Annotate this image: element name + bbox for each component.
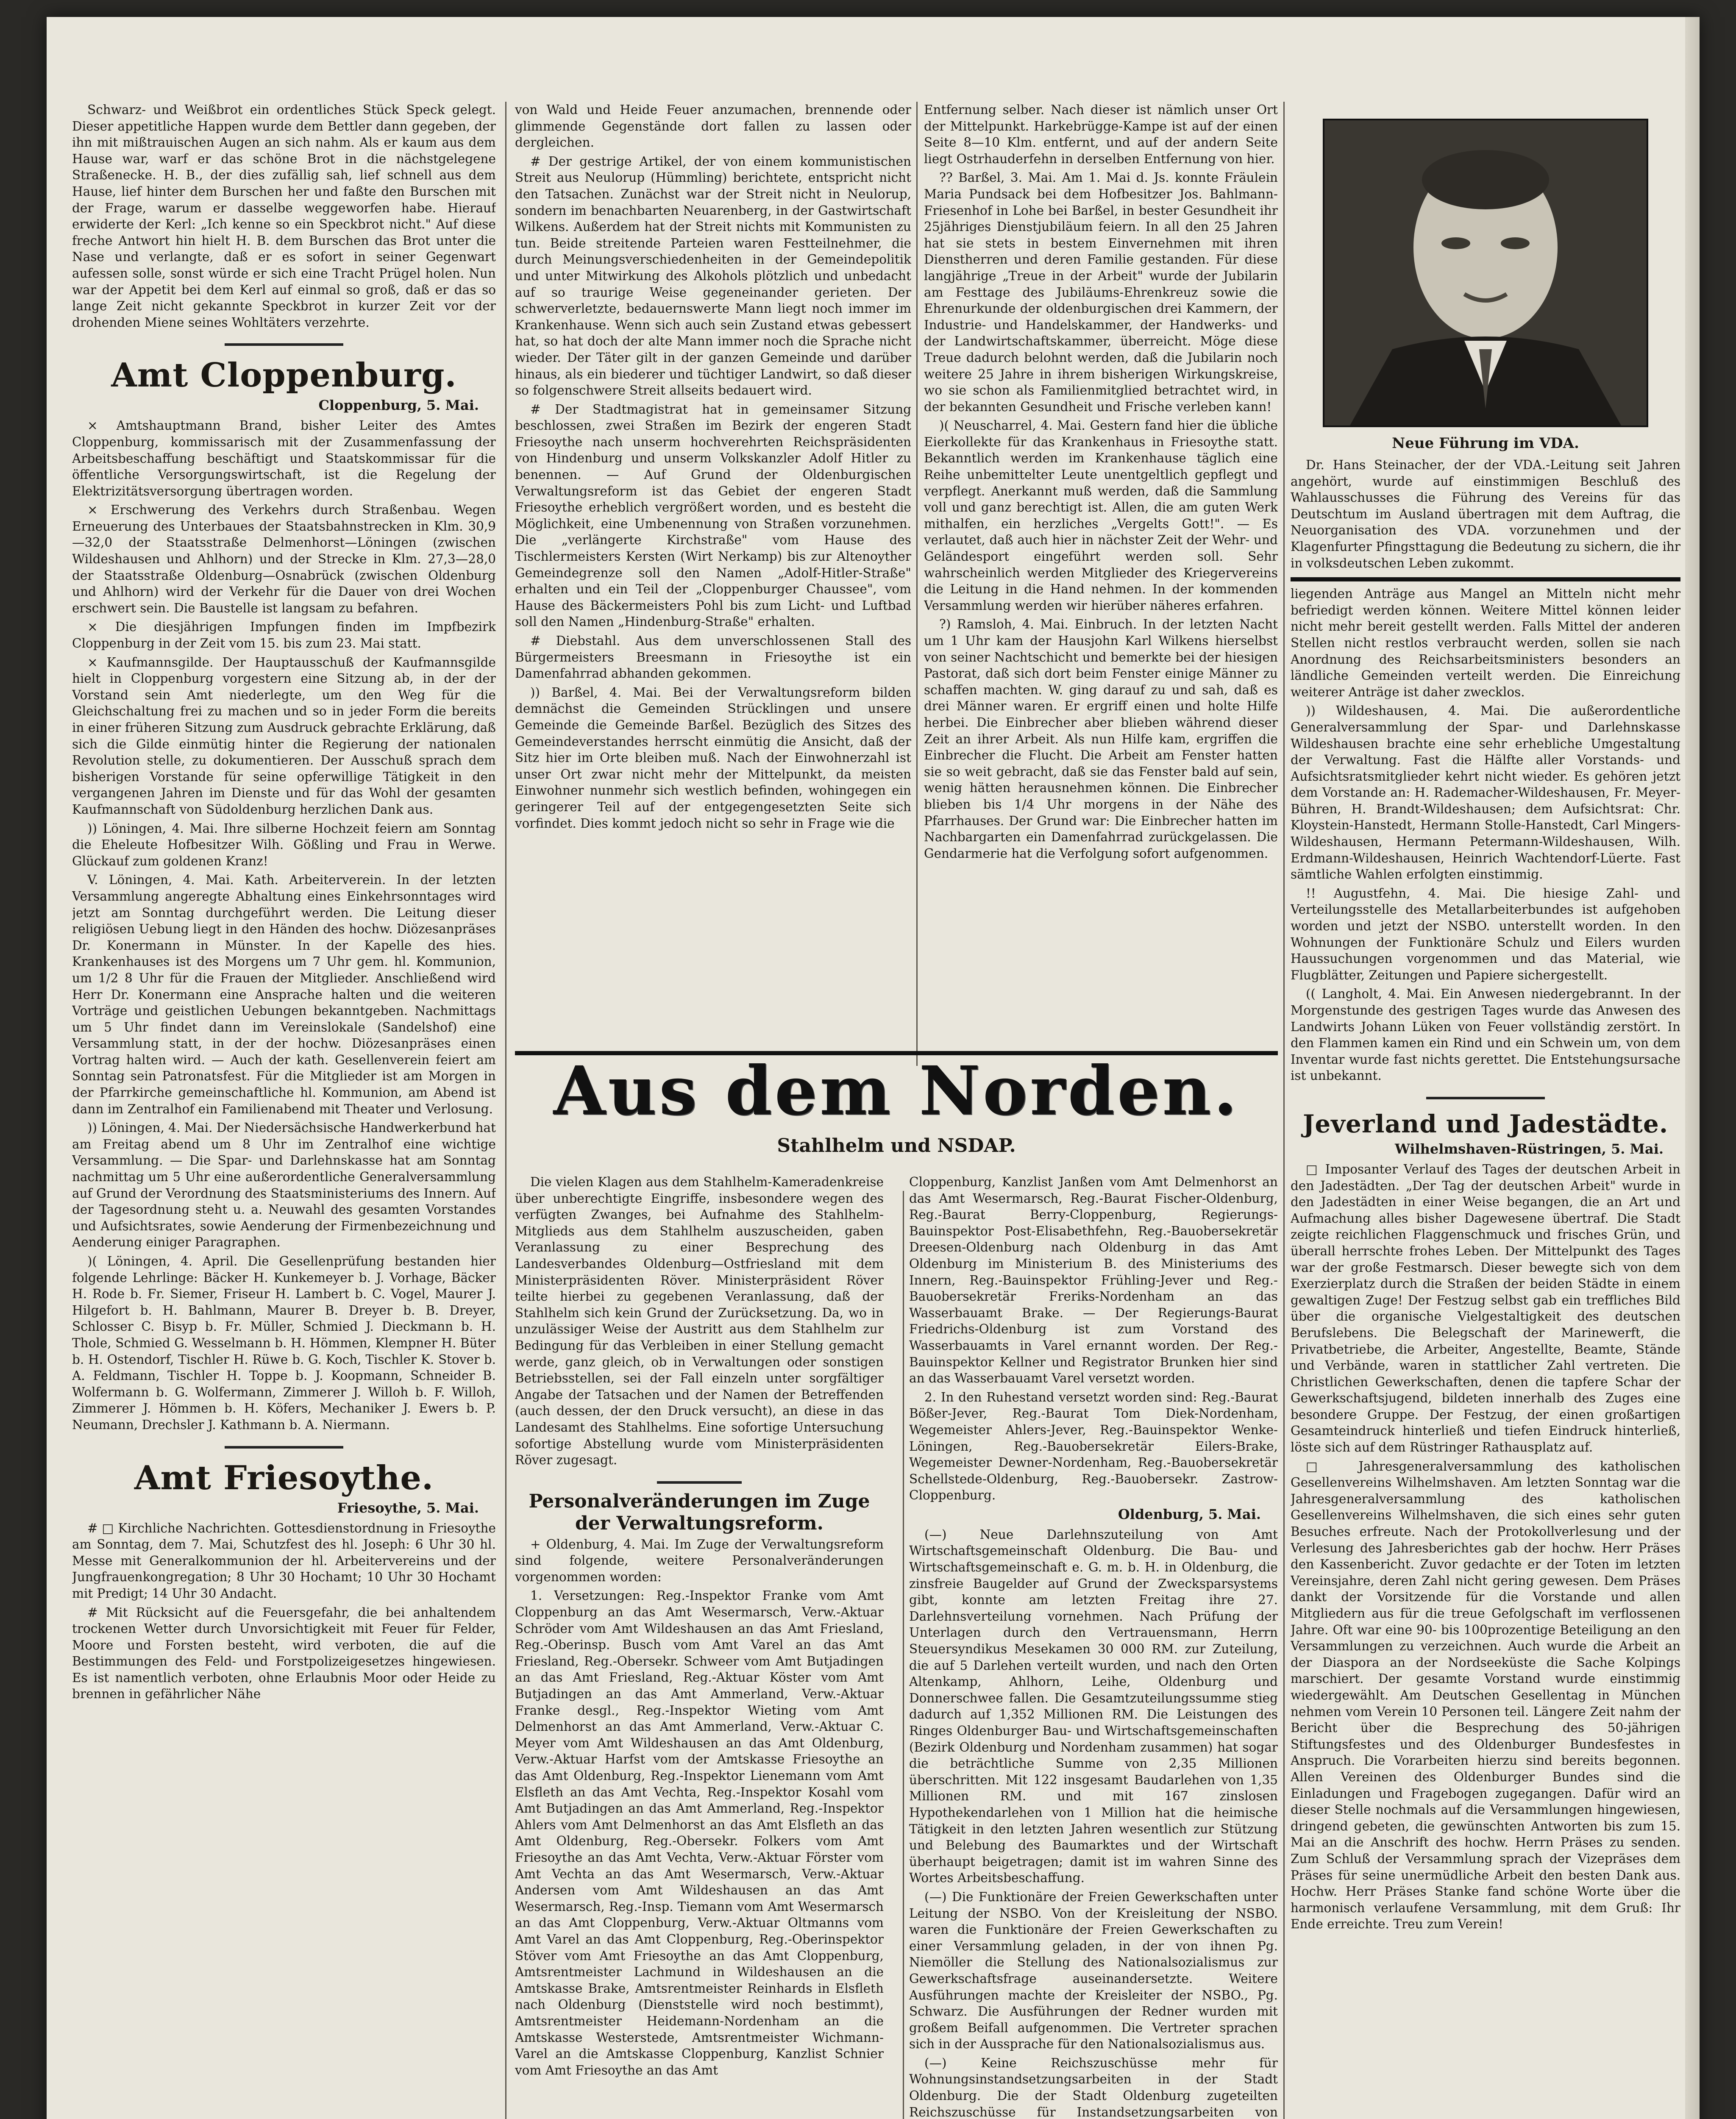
aus-dem-norden-section — [515, 1051, 1278, 2119]
article-text: Schwarz- und Weißbrot ein ordentliches Stück Speck gelegt. Dieser appetitliche Happen wurde dem Bettler dann gegeben, der ihn mit mißtrauischen Augen an sich nahm. Als er kaum aus dem Hause war, warf er das schöne Brot in die nächstgelegene Straßenecke. H. B., der dies zufällig sah, lief schnell aus dem Hause, lief hinter dem Burschen her und faßte den Burschen mit der Frage, warum er dasselbe weggeworfen habe. Hierauf erwiderte der Kerl: „Ich kenne so ein Speckbrot nicht." Auf diese freche Antwort hin hielt H. B. dem Burschen das Brot unter die Nase und verlangte, daß er es sofort in seiner Gegenwart aufessen solle, sonst würde er sich eine Tracht Prügel holen. Nun war der Appetit bei dem Kerl auf einmal so groß, daß er das so lange Zeit nicht gekannte Speckbrot in kurzer Zeit vor der drohenden Miene seines Wohltäters verzehrte. — [72, 103, 496, 330]
dateline: Wilhelmshaven-Rüstringen, 5. Mai. — [1394, 1140, 1664, 1157]
news-item: # Der gestrige Artikel, der von einem kommunistischen Streit aus Neulorup (Hümmling) berichtete, entspricht nicht den Tatsachen. Zunächst war der Streit nicht in Neulorup, sondern im benachbarten Neuarenberg, in der Gastwirtschaft Wilkens. Außerdem hat der Streit nichts mit Kommunisten zu tun. Beide streitende Parteien waren Festteilnehmer, die durch Meinungsverschiedenheiten in der Gemeindepolitik und unter Mitwirkung des Alkohols plötzlich und unbedacht auf so traurige Weise gegeneinander gerieten. Der schwerverletzte, bedauernswerte Mann liegt noch immer im Krankenhause. Wenn sich auch sein Zustand etwas gebessert hat, so hat doch der alte Mann immer noch die Sprache nicht wieder. Der Täter gilt in der ganzen Gemeinde und darüber hinaus, als ein biederer und tüchtiger Landwirt, so daß dieser so folgenschwere Streit allseits bedauert wird. — [515, 154, 911, 398]
news-item: × Kaufmannsgilde. Der Hauptausschuß der Kaufmannsgilde hielt in Cloppenburg vorgestern eine Sitzung ab, in der der Vorstand sein Amt niederlegte, um den Weg für die Gleichschaltung frei zu machen und so in jeder Form die bereits in einer früheren Sitzung zum Ausdruck gebrachte Erklärung, daß sich die Gilde einmütig hinter die Regierung der nationalen Revolution stelle, zu dokumentieren. Der Ausschuß sprach dem bisherigen Vorstande für seine opferwillige Tätigkeit in den vergangenen Jahren im Dienste und für das Wohl der gesamten Kaufmannschaft von Südoldenburg herzlichen Dank aus. — [72, 655, 496, 817]
column-1 — [72, 102, 496, 2119]
portrait-photo — [1323, 119, 1648, 427]
news-item: )) Wildeshausen, 4. Mai. Die außerordentliche Generalversammlung der Spar- und Darlehnskasse Wildeshausen brachte eine sehr erhebliche Umgestaltung der Verwaltung. Fast die Hälfte aller Vorstands- und Aufsichtsratsmitglieder kehrt nicht wieder. Es gehören jetzt dem Vorstande an: H. Rademacher-Wildeshausen, Fr. Meyer-Bühren, H. Brandt-Wildeshausen; dem Aufsichtsrat: Chr. Kloystein-Hanstedt, Hermann Stolle-Hanstedt, Carl Mingers-Wildeshausen, Hermann Petermann-Wildeshausen, Wilh. Erdmann-Wildeshausen, Heinrich Wachtendorf-Lüerte. Fast sämtliche Wahlen erfolgten einstimmig. — [1291, 704, 1680, 882]
separator — [225, 343, 343, 346]
section-rule — [1291, 577, 1680, 581]
separator — [657, 1481, 742, 1484]
article-text: + Oldenburg, 4. Mai. Im Zuge der Verwaltungsreform sind folgende, weitere Personalveränderungen vorgenommen worden: — [515, 1537, 884, 1584]
news-item: (( Langholt, 4. Mai. Ein Anwesen niedergebrannt. In der Morgenstunde des gestrigen Tages wurde das Anwesen des Landwirts Johann Lüken von Feuer vollständig zerstört. In den Flammen kamen ein Rind und ein Schwein um, von dem Inventar wurde fast nichts gerettet. Die Entstehungsursache ist unbekannt. — [1291, 987, 1680, 1083]
news-item: ?) Ramsloh, 4. Mai. Einbruch. In der letzten Nacht um 1 Uhr kam der Hausjohn Karl Wilkens hierselbst von seiner Nachtschicht und bemerkte bei der hiesigen Pastorat, daß sich dort beim Fenster einige Männer zu schaffen machten. W. ging darauf zu und sah, daß es drei Männer waren. Er ergriff einen und holte Hilfe herbei. Die Einbrecher aber blieben während dieser Zeit an ihrer Arbeit. Als nun Hilfe kam, ergriffen die Einbrecher die Flucht. Die Arbeit am Fenster hatten sie so weit gebracht, daß sie das Fenster bald auf sein, wenig hätten herausnehmen können. Die Einbrecher blieben bis 1/4 Uhr morgens in der Nähe des Pfarrhauses. Der Grund war: Die Einbrecher hatten im Nachbargarten ein Damenfahrrad zurückgelassen. Die Gendarmerie hat die Verfolgung sofort aufgenommen. — [924, 617, 1278, 861]
news-item: (—) Neue Darlehnszuteilung von Amt Wirtschaftsgemeinschaft Oldenburg. Die Bau- und Wirtschaftsgemeinschaft e. G. m. b. H. in Oldenburg, die zinsfreie Baugelder auf Grund der Zwecksparsystems gibt, konnte am letzten Freitag ihre 27. Darlehnsverteilung vornehmen. Nach Prüfung der Unterlagen durch den Vertrauensmann, Herrn Steuersyndikus Mesekamen 30 000 RM. zur Zuteilung, die auf 5 Darlehen verteilt wurden, und nach den Orten Altenkamp, Ahlhorn, Leihe, Oldenburg und Donnerschwee fallen. Die Gesamtzuteilungssumme stieg dadurch auf 1,352 Millionen RM. Die Leistungen des Ringes Oldenburger Bau- und Wirtschaftsgemeinschaften (Bezirk Oldenburg und Nordenham zusammen) hat sogar die beträchtliche Summe von 2,35 Millionen überschritten. Mit 122 insgesamt Baudarlehen von 1,35 Millionen RM. und mit 167 zinslosen Hypothekendarlehen von 1 Million hat die heimische Tätigkeit in den letzten Jahren wesentlich zur Stützung und Belebung des Baumarktes und der Wirtschaft überhaupt beigetragen; damit ist im wahren Sinne des Wortes Arbeitsbeschaffung. — [909, 1527, 1278, 1885]
news-item: (—) Keine Reichszuschüsse mehr für Wohnungsinstandsetzungsarbeiten in der Stadt Oldenburg. Die der Stadt Oldenburg zugeteilten Reichszuschüsse für Instandsetzungsarbeiten von — [909, 2055, 1278, 2119]
column-rule — [916, 102, 918, 1066]
news-item: )) Löningen, 4. Mai. Ihre silberne Hochzeit feiern am Sonntag die Eheleute Hofbesitzer Wilh. Gößling und Frau in Werwe. Glückauf zum goldenen Kranz! — [72, 821, 496, 868]
news-item: □ Imposanter Verlauf des Tages der deutschen Arbeit in den Jadestädten. „Der Tag der deutschen Arbeit" wurde in den Jadestädten in einer Weise begangen, die an Art und Aufmachung alles bisher Dagewesene übertraf. Die Stadt zeigte reichlichen Flaggenschmuck und frisches Grün, und überall herrschte frohes Leben. Der Mittelpunkt des Tages war der große Festmarsch. Dieser bewegte sich von dem Exerzierplatz durch die Straßen der beiden Städte in einem gewaltigen Zuge! Der Festzug selbst gab ein treffliches Bild über die organische Vielgestaltigkeit des deutschen Berufslebens. Die Belegschaft der Marinewerft, die Privatbetriebe, die Arbeiter, Angestellte, Beamte, Stände und Verbände, waren in stattlicher Zahl vertreten. Die Christlichen Gewerkschaften, denen die tapfere Schar der Gewerkschaftsjugend, bildeten innerhalb des Zuges eine besondere Gruppe. Der Festzug, der einen großartigen Gesamteindruck hinterließ und tiefen Eindruck hinterließ, löste sich auf dem Rüstringer Rathausplatz auf. — [1291, 1162, 1680, 1455]
article-text: 2. In den Ruhestand versetzt worden sind: Reg.-Baurat Bößer-Jever, Reg.-Baurat Tom Diek-Nordenham, Wegemeister Ahlers-Jever, Reg.-Bauinspektor Wenke-Löningen, Reg.-Bauobersekretär Eilers-Brake, Wegemeister Dewner-Nordenham, Reg.-Bauobersekretär Schellstede-Oldenburg, Reg.-Bauobersekr. Zastrow-Cloppenburg. — [909, 1390, 1278, 1503]
dateline: Oldenburg, 5. Mai. — [1118, 1506, 1261, 1522]
section-banner-title: Aus dem Norden. — [553, 1052, 1240, 1130]
news-item: □ Jahresgeneralversammlung des katholischen Gesellenvereins Wilhelmshaven. Am letzten Sonntag war die Jahresgeneralversammlung des katholischen Gesellenvereins Wilhelmshaven, die sich eines sehr guten Besuches erfreute. Nach der Protokollverlesung und der Verlesung des Jahresberichtes gab der hochw. Herr Präses den Kassenbericht. Zuvor gedachte er der Toten im letzten Vereinsjahre, deren Zahl nicht gering gewesen. Dem Präses dankt der Vorsitzende für die Vorstande und allen Mitgliedern aus für die treue Gefolgschaft im verflossenen Jahre. Oft war eine 90- bis 100prozentige Beteiligung an den Versammlungen zu verzeichnen. Auch wurde die Arbeit an der Diaspora an der Nordseeküste die Sache Kolpings marschiert. Der gesamte Vorstand wurde einstimmig wiedergewählt. Am Deutschen Gesellentag in München nehmen vom Verein 10 Personen teil. Längere Zeit nahm der Bericht über die Besprechung des 50-jährigen Stiftungsfestes und des Oldenburger Bundesfestes in Anspruch. Die Vorarbeiten hierzu sind bereits begonnen. Allen Vereinen des Oldenburger Bundes sind die Einladungen und Fragebogen zugegangen. Dafür wird an dieser Stelle nochmals auf die Versammlungen hingewiesen, dringend gebeten, die gewünschten Antworten bis zum 15. Mai an die Anschrift des hochw. Herrn Präses zu senden. Zum Schluß der Versammlung sprach der Vizepräses dem Präses für seine unermüdliche Arbeit den besten Dank aus. Hochw. Herr Präses Stanke fand schöne Worte über die harmonisch verlaufene Versammlung, mit dem Gruß: Ihr Ende erreichte. Treu zum Verein! — [1291, 1459, 1680, 1932]
separator — [1426, 1097, 1545, 1099]
news-item: # □ Kirchliche Nachrichten. Gottesdienstordnung in Friesoythe am Sonntag, dem 7. Mai, Schutzfest des hl. Joseph: 6 Uhr 30 hl. Messe mit Generalkommunion der hl. Arbeitervereins und der Jungfrauenkongregation; 8 Uhr 30 Hochamt; 10 Uhr 30 Hochamt mit Predigt; 14 Uhr 30 Andacht. — [72, 1521, 496, 1601]
column-4 — [1291, 102, 1680, 2119]
photo-caption-title: Neue Führung im VDA. — [1392, 435, 1579, 452]
news-item: # Mit Rücksicht auf die Feuersgefahr, die bei anhaltendem trockenen Wetter durch Unvorsichtigkeit mit Feuer für Felder, Moore und Forsten besteht, wird verboten, die auf die Bestimmungen des Feld- und Forstpolizeigesetzes hingewiesen. Es ist namentlich verboten, ohne Erlaubnis Moor oder Heide zu brennen in gefährlicher Nähe — [72, 1605, 496, 1702]
news-item: )( Löningen, 4. April. Die Gesellenprüfung bestanden hier folgende Lehrlinge: Bäcker H. Kunkemeyer b. J. Vorhage, Bäcker H. Rode b. Fr. Siemer, Friseur H. Lambert b. C. Vogel, Maurer J. Hilgefort b. H. Bahlmann, Maurer B. Dreyer b. B. Dreyer, Schlosser C. Bisyp b. Fr. Müller, Schmied J. Dieckmann b. H. Thole, Schmied G. Wesselmann b. H. Hömmen, Klempner H. Büter b. H. Ostendorf, Tischler H. Rüwe b. G. Koch, Tischler K. Stover b. A. Feldmann, Tischler H. Toppe b. J. Koopmann, Schneider B. Wolfermann b. G. Wolfermann, Zimmerer J. Willoh b. F. Willoh, Zimmerer J. Hömmen b. H. Köfers, Mechaniker J. Ewers b. P. Neumann, Drechsler J. Kathmann b. A. Niermann. — [72, 1254, 496, 1432]
news-item: Entfernung selber. Nach dieser ist nämlich unser Ort der Mittelpunkt. Harkebrügge-Kampe ist auf der einen Seite 8—10 Klm. entfernt, und auf der andern Seite liegt Ostrhauderfehn in derselben Entfernung von hier. — [924, 103, 1278, 166]
dateline: Friesoythe, 5. Mai. — [337, 1499, 479, 1516]
newspaper-page — [47, 17, 1700, 2119]
article-text: Cloppenburg, Kanzlist Janßen vom Amt Delmenhorst an das Amt Wesermarsch, Reg.-Baurat Fischer-Oldenburg, Reg.-Baurat Berry-Cloppenburg, Regierungs-Bauinspektor Post-Elisabethfehn, Reg.-Bauobersekretär Dreesen-Oldenburg nach Oldenburg in das Amt Oldenburg im Ministerium B. des Ministeriums des Innern, Reg.-Bauinspektor Frühling-Jever und Reg.-Bauobersekretär Freriks-Nordenham an das Wasserbauamt Brake. — Der Regierungs-Baurat Friedrichs-Oldenburg ist zum Vorstand des Wasserbauamts in Varel ernannt worden. Der Reg.-Bauinspektor Kellner und Registrator Brunken hier sind an das Wasserbauamt Varel versetzt worden. — [909, 1175, 1278, 1386]
news-item: ?? Barßel, 3. Mai. Am 1. Mai d. Js. konnte Fräulein Maria Pundsack bei dem Hofbesitzer Jos. Bahlmann-Friesenhof in Lohe bei Barßel, in bester Gesundheit ihr 25jähriges Dienstjubiläum feiern. In all den 25 Jahren hat sie stets in bestem Einvernehmen mit ihren Dienstherren und deren Familie gestanden. Für diese langjährige „Treue in der Arbeit" wurde der Jubilarin am Festtage des Jubiläums-Ehrenkreuz sowie die Ehrenurkunde der oldenburgischen drei Kammern, der Industrie- und Handelskammer, der Handwerks- und der Landwirtschaftskammer, überreicht. Möge diese Treue dadurch belohnt werden, daß die Jubilarin noch weitere 25 Jahre in ihrem bisherigen Wirkungskreise, wo sie schon als Familienmitglied betrachtet wird, in der bekannten Gesundheit und Frische verleben kann! — [924, 170, 1278, 414]
article-text: 1. Versetzungen: Reg.-Inspektor Franke vom Amt Cloppenburg an das Amt Wesermarsch, Verw.-Aktuar Schröder vom Amt Wildeshausen an das Amt Friesland, Reg.-Oberinsp. Busch vom Amt Varel an das Amt Friesland, Reg.-Obersekr. Schweer vom Amt Butjadingen an das Amt Friesland, Reg.-Aktuar Köster vom Amt Butjadingen an das Amt Ammerland, Verw.-Aktuar Franke desgl., Reg.-Inspektor Wieting vom Amt Delmenhorst an das Amt Ammerland, Verw.-Aktuar C. Meyer vom Amt Wildeshausen an das Amt Oldenburg, Verw.-Aktuar Harfst vom der Amtskasse Friesoythe an das Amt Oldenburg, Reg.-Inspektor Lienemann vom Amt Elsfleth an das Amt Vechta, Reg.-Inspektor Kosahl vom Amt Butjadingen an das Amt Ammerland, Reg.-Inspektor Ahlers vom Amt Delmenhorst an das Amt Elsfleth an das Amt Oldenburg, Reg.-Obersekr. Folkers vom Amt Friesoythe an das Amt Vechta, Verw.-Aktuar Förster vom Amt Vechta an das Amt Wesermarsch, Verw.-Aktuar Andersen vom Amt Wildeshausen an das Amt Wesermarsch, Reg.-Insp. Tiemann vom Amt Wesermarsch an das Amt Cloppenburg, Verw.-Aktuar Oltmanns vom Amt Varel an das Amt Cloppenburg, Reg.-Oberinspektor Stöver vom Amt Friesoythe an das Amt Cloppenburg, Amtsrentmeister Lachmund in Wildeshausen an die Amtskasse Brake, Amtsrentmeister Reinhards in Elsfleth nach Oldenburg (Dienststelle wird noch bestimmt), Amtsrentmeister Heidemann-Nordenham an die Amtskasse Westerstede, Amtsrentmeister Wichmann-Varel an die Amtskasse Cloppenburg, Kanzlist Schnier vom Amt Friesoythe an das Amt — [515, 1588, 884, 2077]
news-item: # Der Stadtmagistrat hat in gemeinsamer Sitzung beschlossen, zwei Straßen im Bezirk der engeren Stadt Friesoythe nach unserm hochverehrten Reichspräsidenten von Hindenburg und unserm Volkskanzler Adolf Hitler zu benennen. — Auf Grund der Oldenburgischen Verwaltungsreform ist das Gebiet der engeren Stadt Friesoythe erheblich vergrößert worden, und es besteht die Möglichkeit, eine Umbenennung von Straßen vorzunehmen. Die „verlängerte Kirchstraße" vom Hause des Tischlermeisters Kersten (Wirt Nerkamp) bis zur Altenoyther Gemeindegrenze soll den Namen „Adolf-Hitler-Straße" erhalten und ein Teil der „Cloppenburger Chaussee", vom Hause des Bäckermeisters Pohl bis zum Licht- und Luftbad soll den Namen „Hindenburg-Straße" erhalten. — [515, 402, 911, 629]
norden-left-column — [515, 1174, 884, 2119]
separator — [225, 1446, 343, 1449]
news-item: )( Neuscharrel, 4. Mai. Gestern fand hier die übliche Eierkollekte für das Krankenhaus in Friesoythe statt. Bekanntlich werden im Krankenhause täglich eine Reihe unbemittelter Leute unentgeltlich gepflegt und verpflegt. Anerkannt muß werden, daß die Sammlung voll und ganz berechtigt ist. Allen, die am guten Werk mithalfen, ein herzliches „Vergelts Gott!". — Es verlautet, daß auch hier in nächster Zeit der Wehr- und Geländesport eingeführt werden soll. Sehr wahrscheinlich werden Mitglieder des Kriegervereins die Leitung in die Hand nehmen. In der kommenden Versammlung werden wir hierüber näheres erfahren. — [924, 418, 1278, 613]
news-item: von Wald und Heide Feuer anzumachen, brennende oder glimmende Gegenstände dort fallen zu lassen oder dergleichen. — [515, 103, 911, 150]
section-heading-jeverland: Jeverland und Jadestädte. — [1302, 1109, 1669, 1138]
news-item: liegenden Anträge aus Mangel an Mitteln nicht mehr befriedigt werden können. Weitere Mittel können leider nicht mehr bereit gestellt werden. Falls Mittel der anderen Stellen nicht restlos verbraucht werden, sollen sie nach Anordnung des Reichsarbeitsministers besonders an ländliche Gemeinden verteilt werden. Die Einreichung weiterer Anträge ist daher zwecklos. — [1291, 587, 1680, 699]
section-heading-friesoythe: Amt Friesoythe. — [134, 1458, 434, 1497]
dateline: Cloppenburg, 5. Mai. — [318, 397, 479, 414]
news-item: )) Barßel, 4. Mai. Bei der Verwaltungsreform bilden demnächst die Gemeinden Strücklingen und unsere Gemeinde die Gemeinde Barßel. Bezüglich des Sitzes des Gemeindeverstandes herrscht einmütig die Ansicht, daß der Sitz hier im Orte bleiben muß. Nach der Einwohnerzahl ist unser Ort zwar nicht mehr der Mittelpunkt, da meisten Einwohner nunmehr sich westlich befinden, wohingegen ein geringerer Teil auf der entgegengesetzten Seite sich vorfindet. Dies kommt jedoch nicht so sehr in Frage wie die — [515, 685, 911, 831]
news-item: (—) Die Funktionäre der Freien Gewerkschaften unter Leitung der NSBO. Von der Kreisleitung der NSBO. waren die Funktionäre der Freien Gewerkschaften zu einer Versammlung geladen, in der von ihnen Pg. Niemöller die Stellung des Nationalsozialismus zur Gewerkschaftsfrage auseinandersetzte. Weitere Ausführungen machte der Kreisleiter der NSBO., Pg. Schwarz. Die Ausführungen der Redner wurden mit großem Beifall aufgenommen. Die Vertreter sprachen sich in der Aussprache für den Nationalsozialismus aus. — [909, 1889, 1278, 2052]
section-heading-cloppenburg: Amt Cloppenburg. — [111, 356, 457, 395]
news-item: )) Löningen, 4. Mai. Der Niedersächsische Handwerkerbund hat am Freitag abend um 8 Uhr im Zentralhof eine wichtige Versammlung. — Die Spar- und Darlehnskasse hat am Sonntag nachmittag um 5 Uhr eine außerordentliche Generalversammlung auf Grund der Verordnung des Staatsministeriums des Innern. Auf der Tagesordnung steht u. a. Neuwahl des gesamten Vorstandes und Aufsichtsrates, sowie Aenderung der Firmenbezeichnung und Aenderung einiger Paragraphen. — [72, 1121, 496, 1250]
news-item: !! Augustfehn, 4. Mai. Die hiesige Zahl- und Verteilungsstelle des Metallarbeiterbundes ist aufgehoben worden und jetzt der NSBO. unterstellt worden. In den Wohnungen der Funktionäre Schulz und Eilers wurden Haussuchungen vorgenommen und das Material, wie Flugblätter, Zeitungen und Papiere sichergestellt. — [1291, 886, 1680, 982]
news-item: V. Löningen, 4. Mai. Kath. Arbeiterverein. In der letzten Versammlung angeregte Abhaltung eines Einkehrsonntages wird jetzt am Sonntag durchgeführt werden. Die Leitung dieser religiösen Uebung liegt in den Händen des hochw. Diözesanpräses Dr. Konermann in Münster. In der Kapelle des hies. Krankenhauses ist des Morgens um 7 Uhr gem. hl. Kommunion, um 1/2 8 Uhr für die Frauen der Mitglieder. Anschließend wird Herr Dr. Konermann eine Ansprache halten und die weiteren Vorträge und geistlichen Uebungen bekanntgeben. Nachmittags um 5 Uhr findet dann im Vereinslokale (Sandelshof) eine Versammlung statt, in der der hochw. Diözesanpräses einen Vortrag halten wird. — Auch der kath. Gesellenverein feiert am Sonntag sein Patronatsfest. Für die Mitglieder ist am Morgen in der Pfarrkirche gemeinschaftliche hl. Kommunion, am Abend ist dann im Zentralhof ein Familienabend mit Theater und Verlosung. — [72, 873, 496, 1116]
column-2 — [515, 102, 911, 1066]
article-heading-stahlhelm: Stahlhelm und NSDAP. — [777, 1135, 1016, 1157]
column-rule — [1283, 102, 1285, 2119]
news-item: × Amtshauptmann Brand, bisher Leiter des Amtes Cloppenburg, kommissarisch mit der Zusammenfassung der Arbeitsbeschaffung beschäftigt und Staatskommissar für die öffentliche Versorgungswirtschaft, ist die Regelung der Elektrizitätsversorgung übertragen worden. — [72, 418, 496, 498]
norden-right-column — [909, 1174, 1278, 2119]
news-item: × Die diesjährigen Impfungen finden im Impfbezirk Cloppenburg in der Zeit vom 15. bis zum 23. Mai statt. — [72, 620, 496, 651]
article-heading-personal: Personalveränderungen im Zuge der Verwaltungsreform. — [529, 1490, 870, 1534]
news-item: × Erschwerung des Verkehrs durch Straßenbau. Wegen Erneuerung des Unterbaues der Staatsbahnstrecken in Klm. 30,9—32,0 der Staatsstraße Delmenhorst—Löningen (zwischen Wildeshausen und Ahlhorn) und der Strecke in Klm. 27,3—28,0 der Staatsstraße Oldenburg—Osnabrück (zwischen Oldenburg und Ahlhorn) wird der Verkehr für die Dauer von drei Wochen erschwert sein. Die Baustelle ist langsam zu befahren. — [72, 503, 496, 615]
column-rule — [505, 102, 506, 2119]
article-text: Die vielen Klagen aus dem Stahlhelm-Kameradenkreise über unberechtigte Eingriffe, insbesondere wegen des verfügten Zwanges, bei Aufnahme des Stahlhelm-Mitglieds aus dem Stahlhelm auszuscheiden, gaben Veranlassung zu einer Besprechung des Landesverbandes Oldenburg—Ostfriesland mit dem Ministerpräsidenten Röver. Ministerpräsident Röver teilte hierbei zu gegebenen Veranlassung, daß der Stahlhelm sich kein Grund der Zurücksetzung. Da, wo in unzulässiger Weise der Austritt aus dem Stahlhelm zur Bedingung für das Verbleiben in einer Stellung gemacht werde, ganz gleich, ob in Verwaltungen oder sonstigen Betriebsstellen, sei der Fall einzeln unter sorgfältiger Angabe der Tatsachen und der Namen der Betreffenden (auch dessen, der den Druck versucht), an diese in das Landesamt des Stahlhelms. Eine sofortige Untersuchung sofortige Abstellung wurde vom Ministerpräsidenten Röver zugesagt. — [515, 1175, 884, 1468]
news-item: # Diebstahl. Aus dem unverschlossenen Stall des Bürgermeisters Breesmann in Friesoythe ist ein Damenfahrrad abhanden gekommen. — [515, 634, 911, 681]
column-3 — [924, 102, 1278, 1066]
photo-caption: Dr. Hans Steinacher, der der VDA.-Leitung seit Jahren angehört, wurde auf einstimmigen Beschluß des Wahlausschusses die Führung des Vereins für das Deutschtum im Ausland übertragen mit dem Auftrag, die Neuorganisation des VDA. vorzunehmen und der Klagenfurter Pfingsttagung die Bedeutung zu sichern, die ihr in volksdeutschen Leben zukommt. — [1291, 458, 1680, 570]
page-edge — [1685, 17, 1700, 2119]
portrait-image — [1324, 120, 1647, 425]
